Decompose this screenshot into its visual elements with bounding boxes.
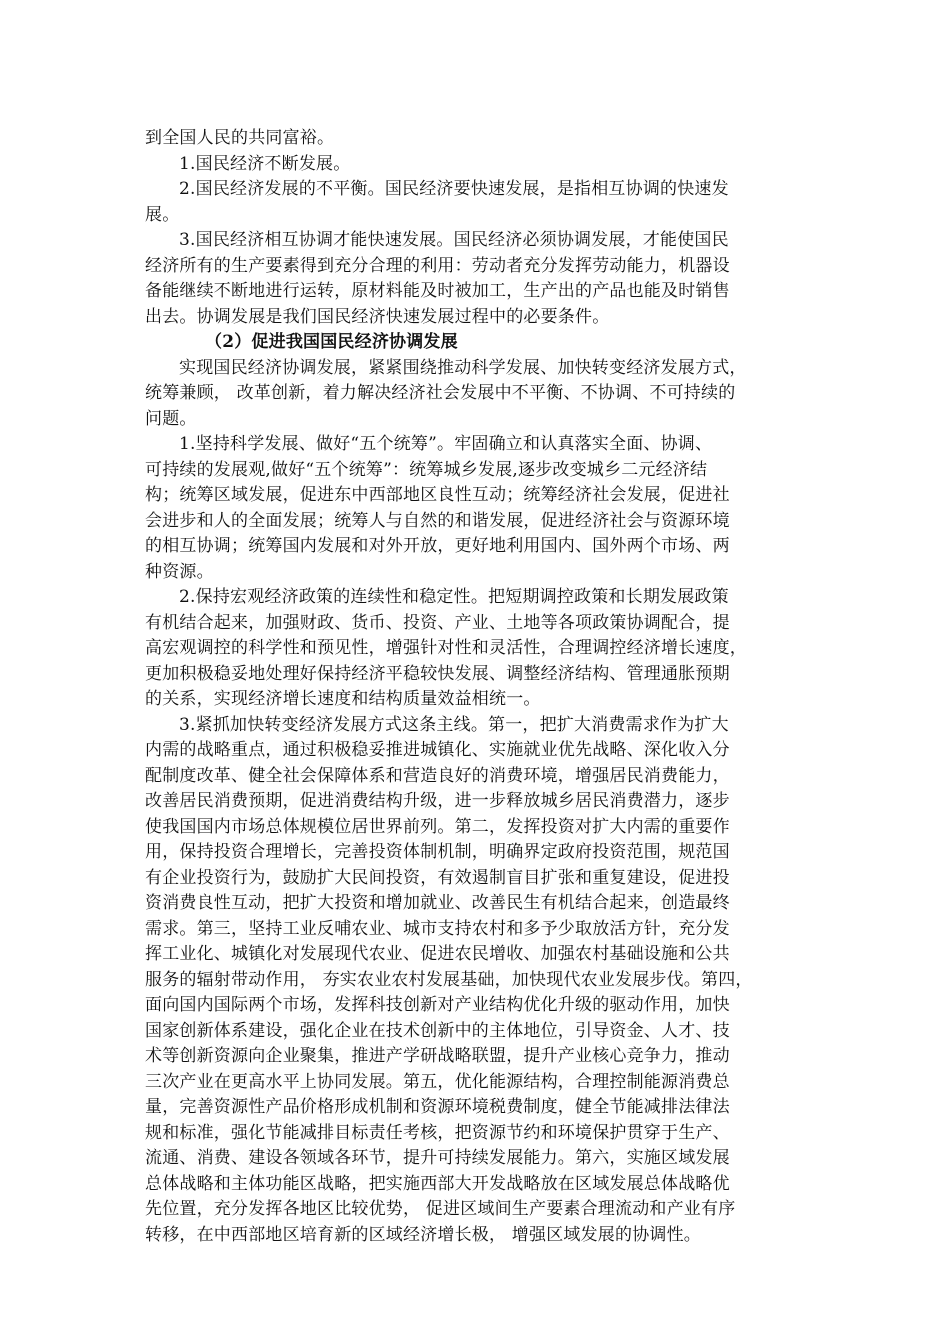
text-line: 挥工业化、城镇化对发展现代农业、促进农民增收、加强农村基础设施和公共 (145, 944, 730, 964)
text-line: 规和标准，强化节能减排目标责任考核，把资源节约和环境保护贯穿于生产、 (145, 1122, 730, 1143)
list-item: 1.国民经济不断发展。 (179, 153, 351, 174)
text-line: 的关系，实现经济增长速度和结构质量效益相统一。 (145, 689, 541, 709)
text-line: 备能继续不断地进行运转，原材料能及时被加工，生产出的产品也能及时销售 (145, 281, 730, 301)
section-heading: （2）促进我国国民经济协调发展 (205, 332, 458, 352)
text-line: 改善居民消费预期，促进消费结构升级，进一步释放城乡居民消费潜力，逐步 (145, 791, 730, 811)
text-line: 有机结合起来，加强财政、货币、投资、产业、土地等各项政策协调配合，提 (145, 612, 730, 633)
text-line: 经济所有的生产要素得到充分合理的利用：劳动者充分发挥劳动能力，机器设 (145, 255, 730, 276)
text-line: 使我国国内市场总体规模位居世界前列。第二，发挥投资对扩大内需的重要作 (145, 816, 730, 837)
text-line: 先位置，充分发挥各地区比较优势， 促进区域间生产要素合理流动和产业有序 (145, 1199, 736, 1219)
text-line: 总体战略和主体功能区战略，把实施西部大开发战略放在区域发展总体战略优 (145, 1173, 730, 1194)
text-line: 资消费良性互动，把扩大投资和增加就业、改善民生有机结合起来，创造最终 (145, 893, 730, 913)
text-line: 需求。第三，坚持工业反哺农业、城市支持农村和多予少取放活方针，充分发 (145, 918, 730, 939)
text-line: 出去。协调发展是我们国民经济快速发展过程中的必要条件。 (145, 306, 610, 327)
text-line: 更加积极稳妥地处理好保持经济平稳较快发展、调整经济结构、管理通胀预期 (145, 663, 730, 684)
text-line: 流通、消费、建设各领域各环节，提升可持续发展能力。第六，实施区域发展 (145, 1148, 730, 1168)
list-item: 3.国民经济相互协调才能快速发展。国民经济必须协调发展，才能使国民 (179, 230, 729, 250)
text-line: 有企业投资行为，鼓励扩大民间投资，有效遏制盲目扩张和重复建设，促进投 (145, 867, 730, 888)
text-line: 的相互协调；统筹国内发展和对外开放，更好地利用国内、国外两个市场、两 (145, 536, 730, 556)
text-line: 构；统筹区域发展，促进东中西部地区良性互动；统筹经济社会发展，促进社 (145, 485, 730, 505)
text-line: 到全国人民的共同富裕。 (145, 128, 335, 148)
paragraph-start: 实现国民经济协调发展，紧紧围绕推动科学发展、加快转变经济发展方式， (179, 357, 747, 378)
text-line: 种资源。 (145, 561, 214, 582)
text-line: 高宏观调控的科学性和预见性，增强针对性和灵活性，合理调控经济增长速度， (145, 638, 747, 658)
list-item: 2.保持宏观经济政策的连续性和稳定性。把短期调控政策和长期发展政策 (179, 587, 729, 607)
text-line: 国家创新体系建设，强化企业在技术创新中的主体地位，引导资金、人才、技 (145, 1020, 730, 1041)
text-line: 用，保持投资合理增长，完善投资体制机制，明确界定政府投资范围，规范国 (145, 842, 730, 862)
list-item: 2.国民经济发展的不平衡。国民经济要快速发展，是指相互协调的快速发 (179, 179, 729, 199)
text-line: 三次产业在更高水平上协同发展。第五，优化能源结构，合理控制能源消费总 (145, 1071, 730, 1092)
text-line: 展。 (145, 204, 180, 225)
text-line: 内需的战略重点，通过积极稳妥推进城镇化、实施就业优先战略、深化收入分 (145, 740, 730, 760)
text-line: 量，完善资源性产品价格形成机制和资源环境税费制度，健全节能减排法律法 (145, 1097, 730, 1117)
list-item: 3.紧抓加快转变经济发展方式这条主线。第一，把扩大消费需求作为扩大 (179, 714, 729, 735)
text-line: 会进步和人的全面发展；统筹人与自然的和谐发展，促进经济社会与资源环境 (145, 510, 730, 531)
text-line: 可持续的发展观,做好“五个统筹”：统筹城乡发展,逐步改变城乡二元经济结 (145, 459, 708, 480)
list-item: 1.坚持科学发展、做好“五个统筹”。牢固确立和认真落实全面、协调、 (179, 434, 713, 454)
text-line: 配制度改革、健全社会保障体系和营造良好的消费环境，增强居民消费能力， (145, 765, 730, 786)
text-line: 问题。 (145, 408, 197, 429)
text-line: 术等创新资源向企业聚集，推进产学研战略联盟，提升产业核心竞争力，推动 (145, 1046, 730, 1066)
text-line: 转移，在中西部地区培育新的区域经济增长极， 增强区域发展的协调性。 (145, 1224, 702, 1245)
text-line: 服务的辐射带动作用， 夯实农业农村发展基础，加快现代农业发展步伐。第四， (145, 969, 753, 990)
text-line: 统筹兼顾， 改革创新，着力解决经济社会发展中不平衡、不协调、不可持续的 (145, 383, 736, 403)
text-line: 面向国内国际两个市场，发挥科技创新对产业结构优化升级的驱动作用，加快 (145, 995, 730, 1015)
document-page (145, 126, 817, 1248)
